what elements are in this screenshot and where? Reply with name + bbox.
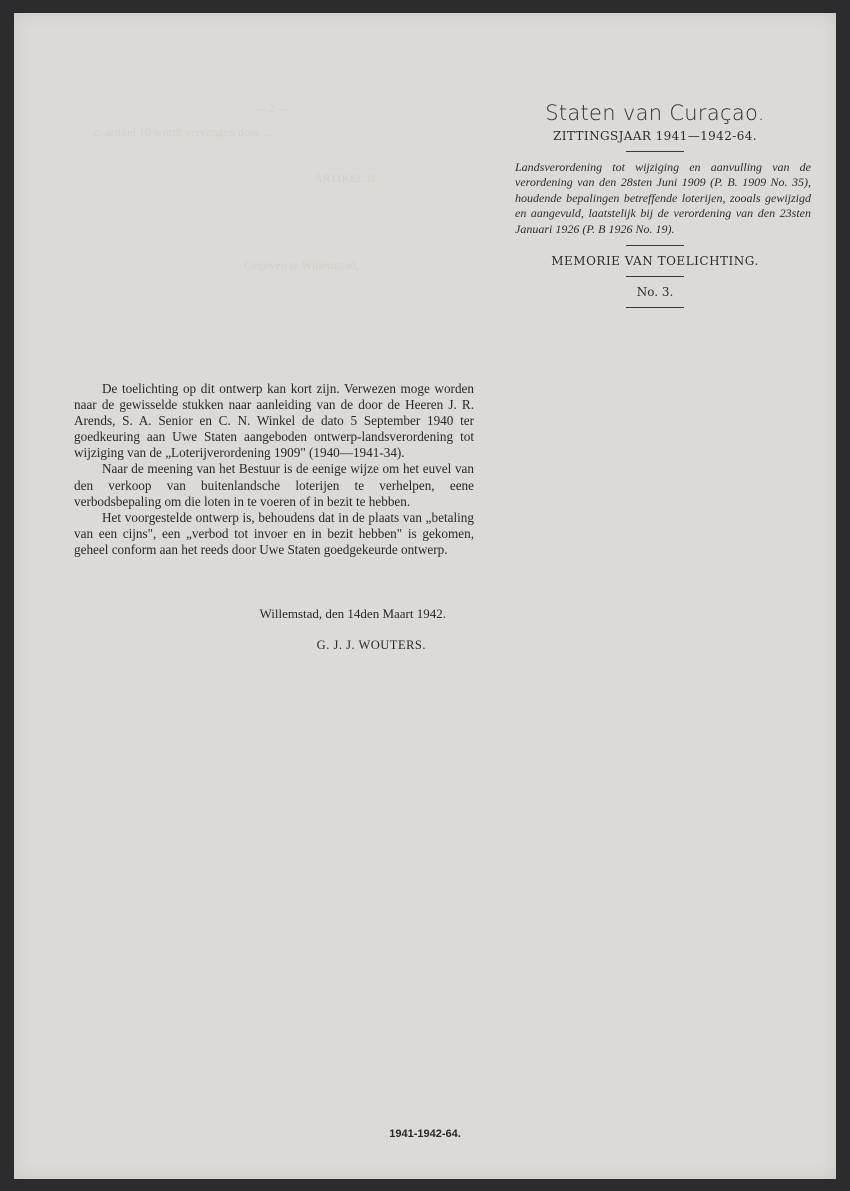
document-title: Staten van Curaçao. [545, 101, 765, 125]
divider [626, 151, 684, 152]
body-text [74, 381, 474, 558]
subject-text: Landsverordening tot wijziging en aanvulling van de verordening van den 28sten Juni 1909 (P. B. 1909 No. 35), houdende bepalingen betreffende loterijen, zooals gewijzigd en aangevuld, laatstelijk bij de verordening van den 23sten Januari 1926 (P. B 1926 No. 19). [515, 160, 811, 236]
paragraph-2: Naar de meening van het Bestuur is de eenige wijze om het euvel van den verkoop van buitenlandsche loterijen te verhelpen, eene verbodsbepaling om die loten in te voeren of in bezit te hebben. [74, 461, 474, 509]
memorie-heading: MEMORIE VAN TOELICHTING. [551, 254, 759, 269]
paragraph-1: De toelichting op dit ontwerp kan kort zijn. Verwezen moge worden naar de gewisselde stukken naar aanleiding van de door de Heeren J. R. Arends, S. A. Senior en C. N. Winkel de dato 5 September 1940 ter goedkeuring aan Uwe Staten aangeboden ontwerp-landsverordening tot wijziging van de „Loterijverordening 1909" (1940—1941-34). [74, 381, 474, 461]
divider [626, 307, 684, 308]
document-header [499, 101, 811, 316]
place-date: Willemstad, den 14den Maart 1942. [259, 606, 446, 621]
bleed-through-text: Gegeven te Willemstad, [244, 258, 359, 272]
divider [626, 245, 684, 246]
session-year: ZITTINGSJAAR 1941—1942-64. [553, 129, 757, 143]
bleed-through-text: c. artikel 10 wordt vervangen door ... [94, 125, 272, 139]
footer-reference: 1941-1942-64. [389, 1128, 461, 1140]
document-number: No. 3. [636, 285, 674, 300]
document-page [14, 13, 836, 1179]
signature-name: G. J. J. WOUTERS. [316, 638, 426, 652]
bleed-through-text: — 2 — [254, 101, 290, 115]
paragraph-3: Het voorgestelde ontwerp is, behoudens dat in de plaats van „betaling van een cijns", een „verbod tot invoer en in bezit hebben" is gekomen, geheel conform aan het reeds door Uwe Staten goedgekeurde ontwerp. [74, 509, 474, 557]
divider [626, 276, 684, 277]
bleed-through-text: ARTIKEL II. [314, 171, 379, 185]
